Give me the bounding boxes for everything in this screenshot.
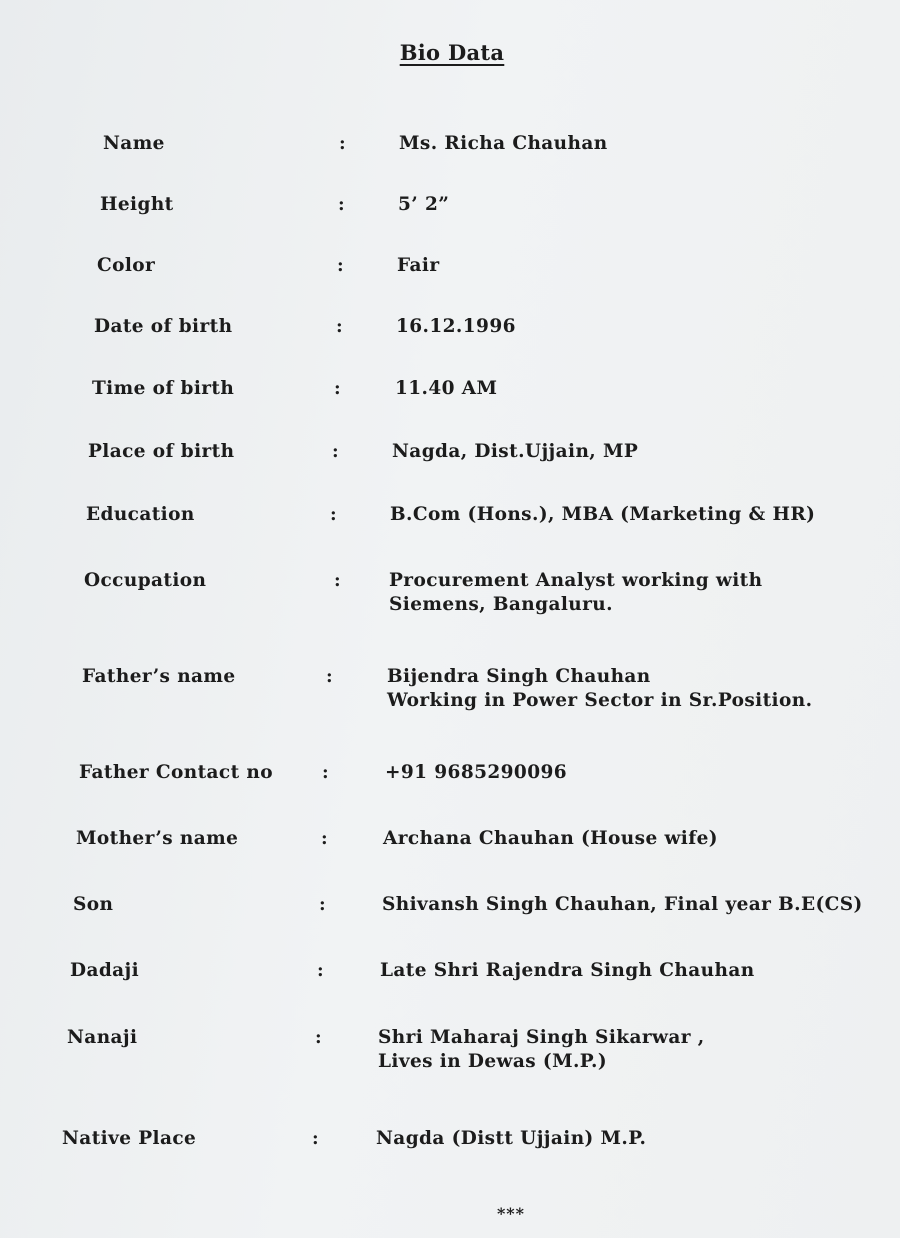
field-label: Name — [103, 133, 165, 154]
field-separator: : — [337, 255, 345, 276]
field-row-time-of-birth — [0, 377, 900, 437]
field-row-education — [0, 503, 900, 563]
field-label: Father Contact no — [79, 762, 273, 783]
field-separator: : — [336, 316, 344, 337]
field-row-fathers-name — [0, 665, 900, 725]
field-separator: : — [334, 570, 342, 591]
field-row-date-of-birth — [0, 315, 900, 375]
field-value: B.Com (Hons.), MBA (Marketing & HR) — [390, 504, 816, 525]
field-value: Fair — [397, 255, 440, 276]
page-title: Bio Data — [399, 40, 505, 65]
field-value: 11.40 AM — [395, 378, 498, 399]
field-value: Procurement Analyst working with Siemens, Bangaluru. — [389, 570, 763, 615]
field-row-dadaji — [0, 959, 900, 1019]
field-value: 16.12.1996 — [396, 316, 516, 337]
field-separator: : — [334, 378, 342, 399]
field-separator: : — [319, 894, 327, 915]
field-label: Dadaji — [70, 960, 140, 981]
field-value: Shri Maharaj Singh Sikarwar , Lives in Dewas (M.P.) — [378, 1027, 705, 1072]
field-label: Occupation — [84, 570, 207, 591]
field-value: Nagda (Distt Ujjain) M.P. — [376, 1128, 647, 1149]
field-row-mothers-name — [0, 827, 900, 887]
field-value: Ms. Richa Chauhan — [399, 133, 608, 154]
field-label: Education — [86, 504, 195, 525]
field-row-occupation — [0, 569, 900, 629]
field-value: Bijendra Singh Chauhan Working in Power Sector in Sr.Position. — [387, 666, 813, 711]
field-row-height — [0, 193, 900, 253]
field-separator: : — [322, 762, 330, 783]
field-label: Date of birth — [94, 316, 233, 337]
field-separator: : — [330, 504, 338, 525]
field-value: +91 9685290096 — [385, 762, 568, 783]
field-label: Father’s name — [82, 666, 236, 687]
field-label: Native Place — [62, 1128, 197, 1149]
field-separator: : — [315, 1027, 323, 1048]
end-marker: *** — [496, 1204, 526, 1223]
field-label: Place of birth — [88, 441, 235, 462]
field-separator: : — [339, 133, 347, 154]
field-label: Mother’s name — [76, 828, 239, 849]
field-label: Height — [100, 194, 174, 215]
field-row-name — [0, 132, 900, 192]
field-separator: : — [326, 666, 334, 687]
field-separator: : — [338, 194, 346, 215]
field-row-nanaji — [0, 1026, 900, 1086]
field-value: Shivansh Singh Chauhan, Final year B.E(CS) — [382, 894, 863, 915]
field-label: Son — [73, 894, 114, 915]
field-value: Late Shri Rajendra Singh Chauhan — [380, 960, 755, 981]
field-separator: : — [312, 1128, 320, 1149]
field-separator: : — [321, 828, 329, 849]
field-separator: : — [332, 441, 340, 462]
field-label: Nanaji — [67, 1027, 138, 1048]
field-value: 5’ 2” — [398, 194, 450, 215]
field-row-native-place — [0, 1127, 900, 1187]
field-value: Nagda, Dist.Ujjain, MP — [392, 441, 639, 462]
field-row-father-contact — [0, 761, 900, 821]
field-label: Color — [97, 255, 156, 276]
field-row-son — [0, 893, 900, 953]
field-value: Archana Chauhan (House wife) — [383, 828, 718, 849]
field-separator: : — [317, 960, 325, 981]
field-row-place-of-birth — [0, 440, 900, 500]
field-row-color — [0, 254, 900, 314]
field-label: Time of birth — [92, 378, 235, 399]
